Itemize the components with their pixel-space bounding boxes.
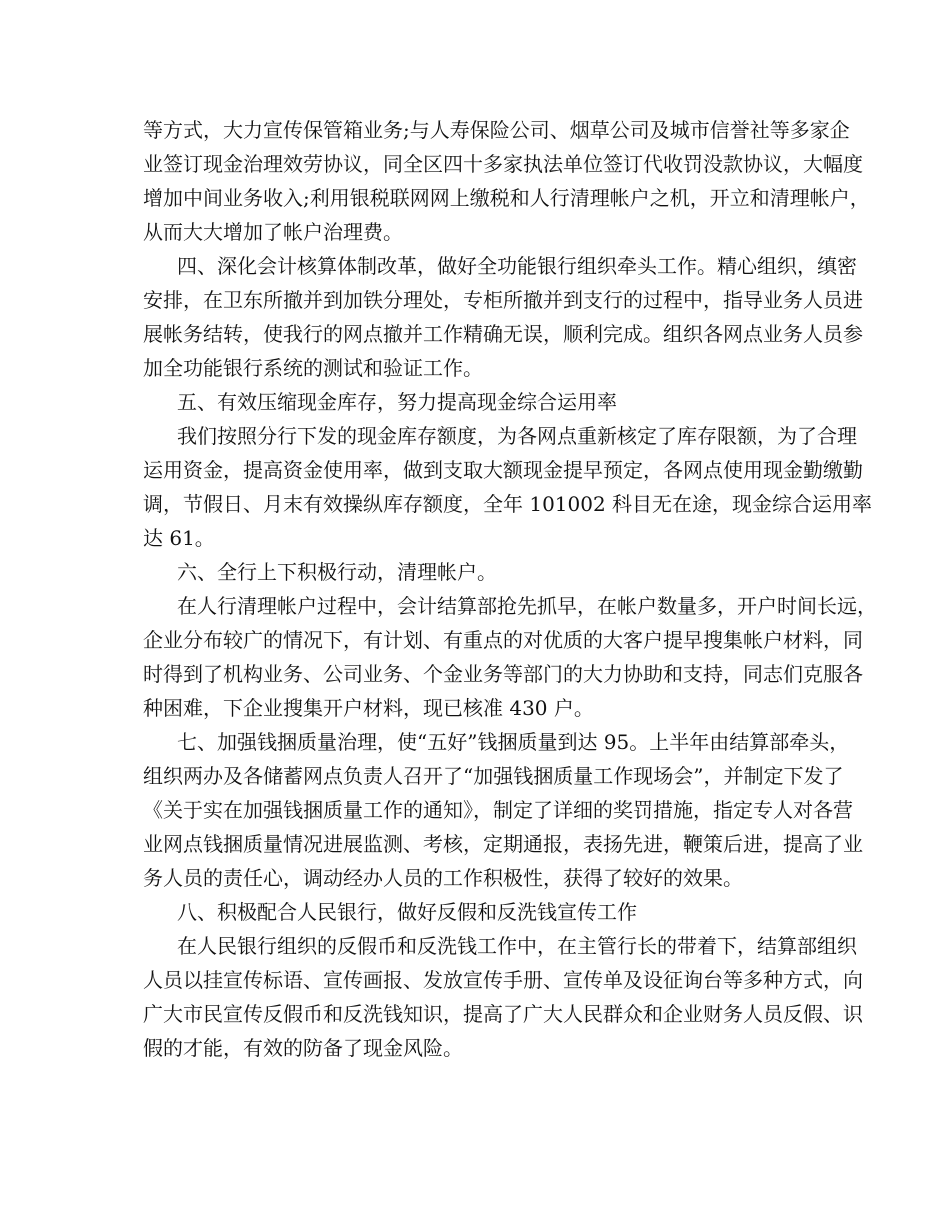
text-line: 《关于实在加强钱捆质量工作的通知》，制定了详细的奖罚措施，指定专人对各营 xyxy=(143,798,853,822)
text-line: 四、深化会计核算体制改革，做好全功能银行组织牵头工作。精心组织，缜密 xyxy=(177,254,857,278)
text-line: 增加中间业务收入;利用银税联网网上缴税和人行清理帐户之机，开立和清理帐户， xyxy=(143,186,870,210)
document-body xyxy=(143,113,877,1065)
text-line: 企业分布较广的情况下，有计划、有重点的对优质的大客户提早搜集帐户材料，同 xyxy=(143,628,863,652)
text-line: 我们按照分行下发的现金库存额度，为各网点重新核定了库存限额，为了合理 xyxy=(177,424,857,448)
text-line: 业网点钱捆质量情况进展监测、考核，定期通报，表扬先进，鞭策后进，提高了业 xyxy=(143,832,863,856)
text-line: 安排，在卫东所撤并到加铁分理处，专柜所撤并到支行的过程中，指导业务人员进 xyxy=(143,288,863,312)
text-line: 七、加强钱捆质量治理，使“五好”钱捆质量到达 95。上半年由结算部牵头， xyxy=(177,730,850,754)
text-line: 时得到了机构业务、公司业务、个金业务等部门的大力协助和支持，同志们克服各 xyxy=(143,662,863,686)
text-line: 六、全行上下积极行动，清理帐户。 xyxy=(177,560,497,584)
text-line: 务人员的责任心，调动经办人员的工作积极性，获得了较好的效果。 xyxy=(143,866,743,890)
text-line: 在人民银行组织的反假币和反洗钱工作中，在主管行长的带着下，结算部组织 xyxy=(177,934,857,958)
text-line: 从而大大增加了帐户治理费。 xyxy=(143,220,403,244)
text-line: 组织两办及各储蓄网点负责人召开了“加强钱捆质量工作现场会”，并制定下发了 xyxy=(143,764,844,788)
text-line: 达 61。 xyxy=(143,526,215,550)
text-line: 在人行清理帐户过程中，会计结算部抢先抓早，在帐户数量多，开户时间长远， xyxy=(177,594,877,618)
text-line: 调，节假日、月末有效操纵库存额度，全年 101002 科目无在途，现金综合运用率 xyxy=(143,492,873,516)
text-line: 假的才能，有效的防备了现金风险。 xyxy=(143,1036,463,1060)
text-line: 展帐务结转，使我行的网点撤并工作精确无误，顺利完成。组织各网点业务人员参 xyxy=(143,322,863,346)
text-line: 种困难，下企业搜集开户材料，现已核准 430 户。 xyxy=(143,696,594,720)
text-line: 八、积极配合人民银行，做好反假和反洗钱宣传工作 xyxy=(177,900,637,924)
text-line: 人员以挂宣传标语、宣传画报、发放宣传手册、宣传单及设征询台等多种方式，向 xyxy=(143,968,863,992)
text-line: 五、有效压缩现金库存，努力提高现金综合运用率 xyxy=(177,390,617,414)
text-line: 运用资金，提高资金使用率，做到支取大额现金提早预定，各网点使用现金勤缴勤 xyxy=(143,458,863,482)
text-line: 业签订现金治理效劳协议，同全区四十多家执法单位签订代收罚没款协议，大幅度 xyxy=(143,152,863,176)
text-line: 等方式，大力宣传保管箱业务;与人寿保险公司、烟草公司及城市信誉社等多家企 xyxy=(143,118,850,142)
text-line: 广大市民宣传反假币和反洗钱知识，提高了广大人民群众和企业财务人员反假、识 xyxy=(143,1002,863,1026)
text-line: 加全功能银行系统的测试和验证工作。 xyxy=(143,356,483,380)
